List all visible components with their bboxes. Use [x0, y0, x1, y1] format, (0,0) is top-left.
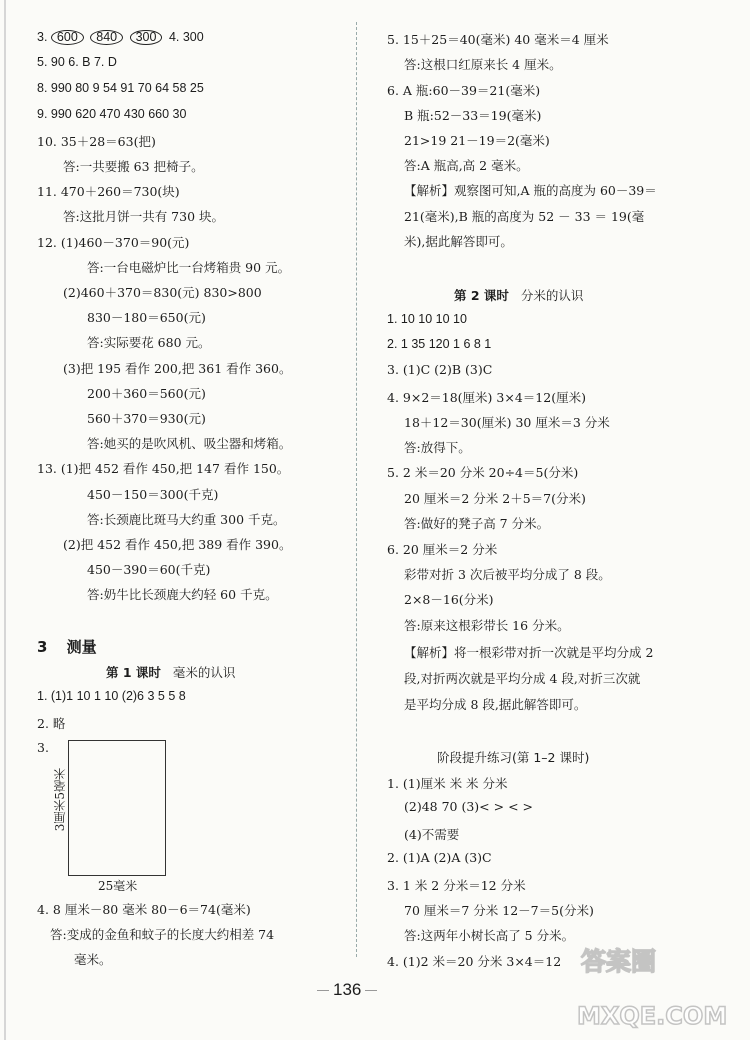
answer-line: 答:原来这根彩带长 16 分米。 [404, 618, 570, 633]
answer-line: (4)不需要 [404, 827, 460, 842]
answer-line: 答:放得下。 [404, 440, 471, 455]
answer-line: 答:A 瓶高,高 2 毫米。 [404, 158, 529, 173]
page-number-dash [317, 990, 329, 991]
answer-line: 20 厘米＝2 分米 2＋5＝7(分米) [404, 491, 586, 506]
answer-line: 答:一台电磁炉比一台烤箱贵 90 元。 [87, 260, 291, 275]
page-number [313, 980, 381, 1000]
answer-line: 彩带对折 3 次后被平均分成了 8 段。 [404, 567, 611, 582]
answer-line: 13. (1)把 452 看作 450,把 147 看作 150。 [37, 461, 290, 476]
answer-line: 10. 35＋28＝63(把) [37, 134, 156, 149]
answer-line: 12. (1)460－370＝90(元) [37, 235, 190, 250]
answer-line: 11. 470＋260＝730(块) [37, 184, 180, 199]
answer-line: 答:奶牛比长颈鹿大约轻 60 千克。 [87, 587, 278, 602]
watermark-line1: 答案圈 [581, 947, 657, 976]
answer-line: 2×8－16(分米) [404, 592, 494, 607]
answer-line: 6. 20 厘米＝2 分米 [387, 542, 498, 557]
page-number-dash [365, 990, 377, 991]
answer-line: 2. (1)A (2)A (3)C [387, 850, 492, 865]
lesson-heading [106, 663, 235, 681]
answer-line: 450－390＝60(千克) [87, 562, 211, 577]
answer-text: 4. 300 [168, 30, 204, 44]
section-heading [37, 636, 97, 657]
answer-line: 5. 2 米＝20 分米 20÷4＝5(分米) [387, 465, 579, 480]
answer-line: 450－150＝300(千克) [87, 487, 219, 502]
lesson-title: 毫米的认识 [172, 665, 236, 680]
answer-line: B 瓶:52－33＝19(毫米) [404, 108, 542, 123]
answer-line: 1. (1)厘米 米 米 分米 [387, 776, 508, 791]
page-number-text: 136 [333, 980, 362, 999]
answer-line: 200＋360＝560(元) [87, 386, 206, 401]
answer-line: 4. (1)2 米＝20 分米 3×4＝12 [387, 954, 562, 969]
analysis-line: 21(毫米),B 瓶的高度为 52 － 33 ＝ 19(毫 [404, 209, 645, 224]
watermark-logo [575, 938, 745, 1036]
lesson-heading [454, 286, 583, 304]
answer-line: 2. 1 35 120 1 6 8 1 [387, 337, 492, 351]
page-edge [4, 0, 6, 1040]
answer-line: 答:长颈鹿比斑马大约重 300 千克。 [87, 512, 286, 527]
answer-line: 1. (1)1 10 1 10 (2)6 3 5 5 8 [37, 689, 186, 703]
lesson-title: 分米的认识 [520, 288, 584, 303]
answer-line: 21>19 21－19＝2(毫米) [404, 133, 550, 148]
analysis-line: 【解析】观察图可知,A 瓶的高度为 60－39＝ [404, 183, 657, 198]
circled-answer: 600 [51, 30, 84, 45]
answer-line: 答:这根口红原来长 4 厘米。 [404, 57, 562, 72]
section-number: 3 [37, 638, 48, 656]
rectangle-bottom-label: 25毫米 [98, 879, 138, 893]
circled-answer: 840 [90, 30, 123, 45]
answer-line: 70 厘米＝7 分米 12－7＝5(分米) [404, 903, 594, 918]
answer-line: 答:这批月饼一共有 730 块。 [63, 209, 225, 224]
lesson-number: 第 1 课时 [106, 665, 161, 680]
answer-line: 3. [37, 740, 49, 755]
answer-line: (2)460＋370＝830(元) 830>800 [63, 285, 262, 300]
answer-line: 答:做好的凳子高 7 分米。 [404, 516, 550, 531]
rectangle-diagram [68, 740, 166, 876]
phase-heading: 阶段提升练习(第 1–2 课时) [437, 750, 590, 765]
answer-line: 2. 略 [37, 716, 66, 731]
answer-line: 5. 90 6. B 7. D [37, 55, 117, 69]
column-divider [356, 22, 357, 957]
answer-line: 8. 990 80 9 54 91 70 64 58 25 [37, 81, 204, 95]
answer-line: 3. 1 米 2 分米＝12 分米 [387, 878, 526, 893]
lesson-number: 第 2 课时 [454, 288, 509, 303]
answer-line: 5. 15＋25＝40(毫米) 40 毫米＝4 厘米 [387, 32, 609, 47]
answer-line: 答:她买的是吹风机、吸尘器和烤箱。 [87, 436, 292, 451]
analysis-line: 米),据此解答即可。 [404, 234, 513, 249]
answer-line: (2)48 70 (3)< > < > [404, 799, 533, 814]
rectangle-side-label: 3厘米5毫米 [53, 768, 67, 832]
analysis-line: 是平均分成 8 段,据此解答即可。 [404, 697, 587, 712]
answer-line: 答:一共要搬 63 把椅子。 [63, 159, 204, 174]
answer-line: 毫米。 [74, 952, 112, 967]
question-number: 3. [37, 30, 48, 44]
answer-line: 答:变成的金鱼和蚊子的长度大约相差 74 [50, 927, 275, 942]
circled-answer: 300 [130, 30, 163, 45]
answer-line: 4. 9×2＝18(厘米) 3×4＝12(厘米) [387, 390, 586, 405]
answer-line: 6. A 瓶:60－39＝21(毫米) [387, 83, 541, 98]
answer-line: 答:这两年小树长高了 5 分米。 [404, 928, 575, 943]
answer-line: 18＋12＝30(厘米) 30 厘米＝3 分米 [404, 415, 610, 430]
answer-line-3 [37, 30, 204, 45]
answer-line: (2)把 452 看作 450,把 389 看作 390。 [63, 537, 292, 552]
section-title: 测量 [66, 638, 97, 656]
answer-line: (3)把 195 看作 200,把 361 看作 360。 [63, 361, 292, 376]
watermark-line2: MXQE.COM [577, 1002, 728, 1030]
answer-line: 4. 8 厘米－80 毫米 80－6＝74(毫米) [37, 902, 251, 917]
answer-line: 9. 990 620 470 430 660 30 [37, 107, 187, 121]
answer-line: 1. 10 10 10 10 [387, 312, 467, 326]
analysis-line: 【解析】将一根彩带对折一次就是平均分成 2 [404, 645, 654, 660]
answer-line: 560＋370＝930(元) [87, 411, 206, 426]
answer-line: 答:实际要花 680 元。 [87, 335, 211, 350]
analysis-line: 段,对折两次就是平均分成 4 段,对折三次就 [404, 671, 641, 686]
answer-line: 830－180＝650(元) [87, 310, 206, 325]
answer-line: 3. (1)C (2)B (3)C [387, 362, 493, 377]
